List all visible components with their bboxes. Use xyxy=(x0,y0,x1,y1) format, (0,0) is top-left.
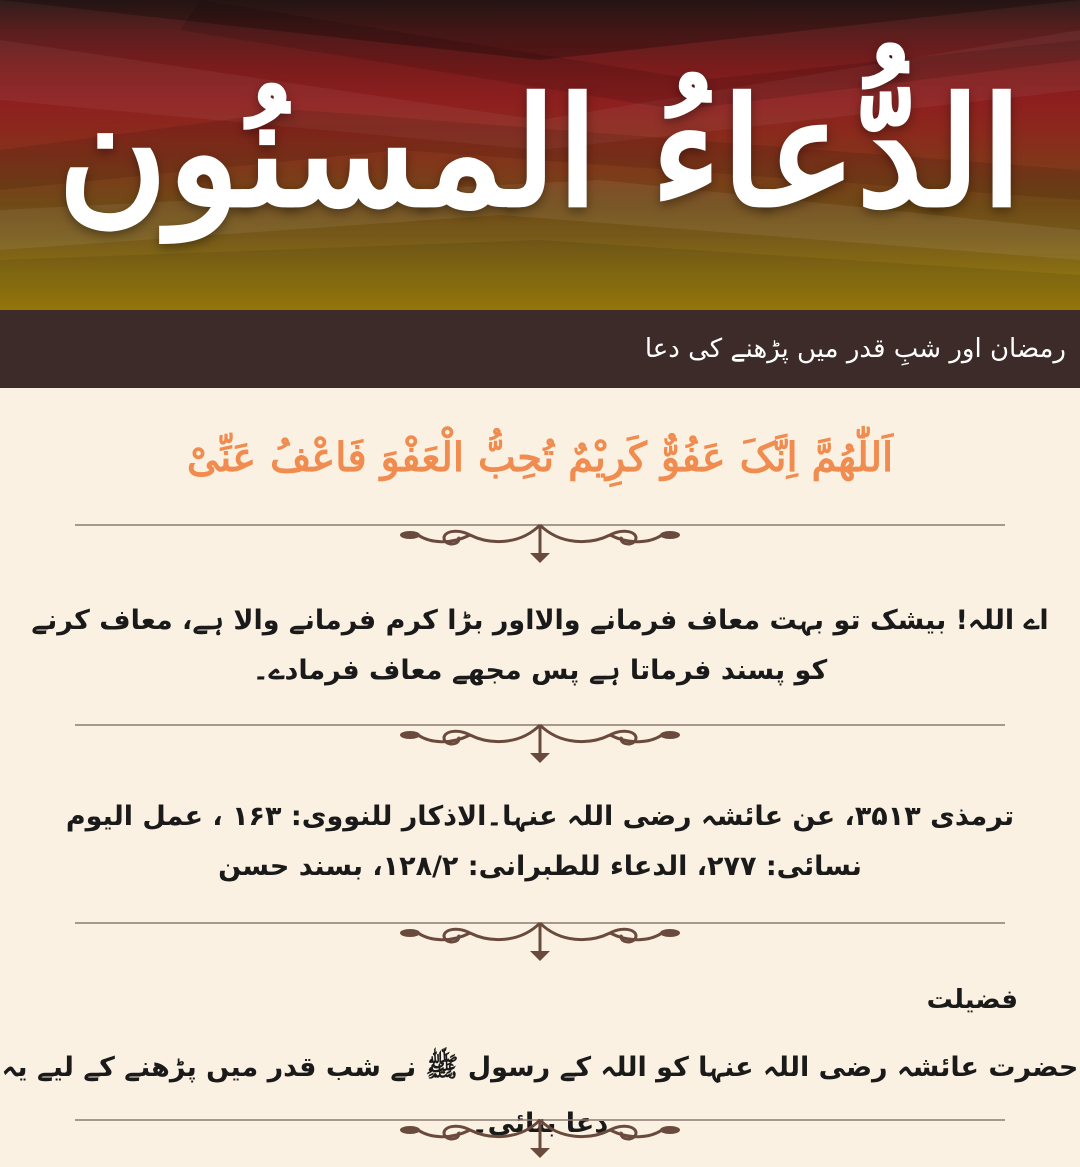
ornamental-divider-icon xyxy=(0,1100,1080,1160)
subtitle-bar xyxy=(0,310,1080,388)
translation-text: اے اللہ! بیشک تو بہت معاف فرمانے والااور بڑا کرم فرمانے والا ہے، معاف کرنے کو پسند فرماتا ہے پس مجھے معاف فرمادے۔ xyxy=(31,605,1049,686)
ornamental-divider-icon xyxy=(0,505,1080,565)
subtitle-text: رمضان اور شبِ قدر میں پڑھنے کی دعا xyxy=(644,334,1066,364)
virtue-text: حضرت عائشہ رضی اللہ عنہا کو اللہ کے رسول ﷺ نے شب قدر میں پڑھنے کے لیے یہ دعا بتائی۔ xyxy=(1,1052,1079,1139)
dua-arabic-text: اَللّٰھُمَّ اِنَّکَ عَفُوٌّ کَرِیْمٌ تُحِبُّ الْعَفْوَ فَاعْفُ عَنِّیْ xyxy=(186,434,894,481)
header-banner xyxy=(0,0,1080,310)
ornamental-divider-icon xyxy=(0,705,1080,765)
ornamental-divider-icon xyxy=(0,903,1080,963)
virtue-heading: فضیلت xyxy=(926,985,1018,1015)
banner-title: الدُّعاءُ المسنُون xyxy=(57,65,1023,241)
reference-text: ترمذی ۳۵۱۳، عن عائشہ رضی اللہ عنہا۔الاذکار للنووی: ۱۶۳ ، عمل الیوم نسائی: ۲۷۷، الدعاء للطبرانی: ۱۲۸/۲، بسند حسن xyxy=(65,801,1015,882)
